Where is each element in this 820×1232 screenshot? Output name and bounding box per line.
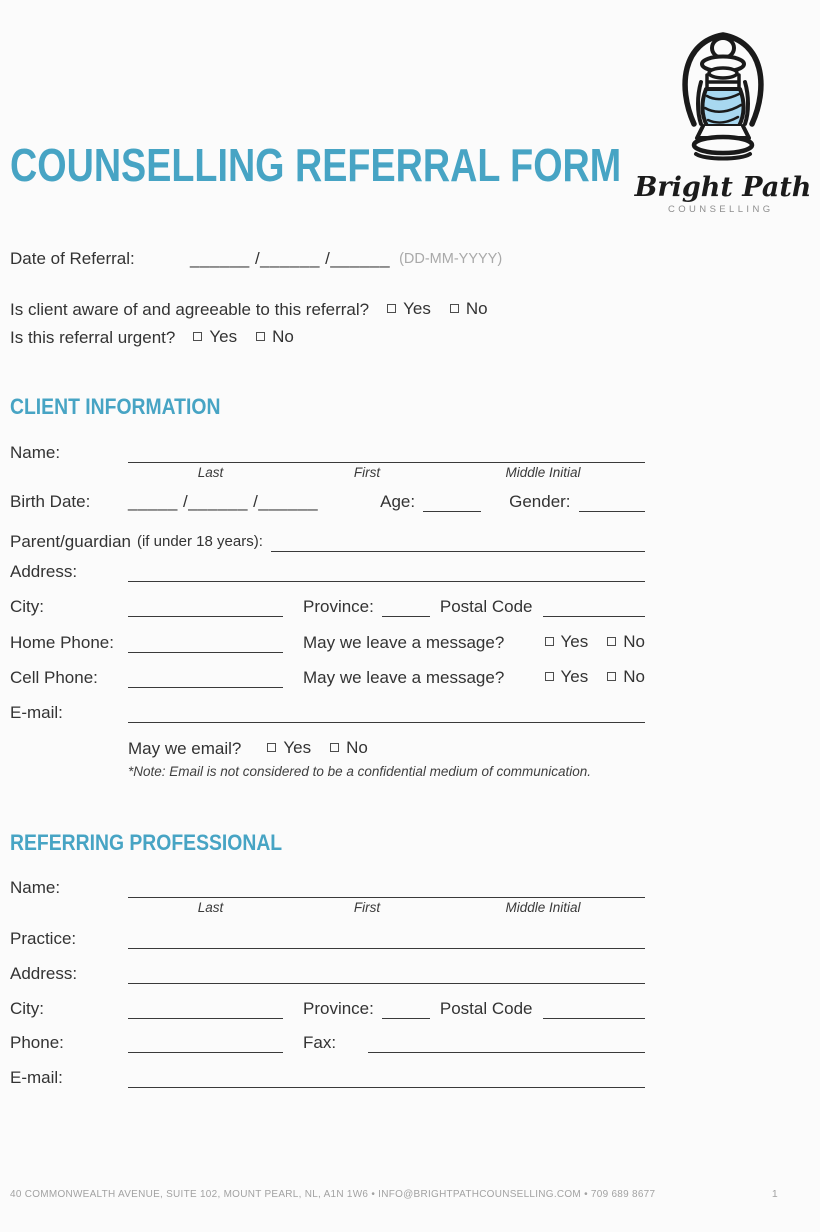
no-label: No — [346, 737, 368, 757]
brand-name: Bright Path — [634, 172, 812, 203]
email-yes-checkbox[interactable] — [267, 743, 276, 752]
fax-label: Fax: — [303, 1033, 337, 1053]
cell-phone-row — [10, 667, 645, 688]
referrer-city-blank[interactable] — [128, 1004, 283, 1019]
cell-message-yes-option[interactable] — [545, 667, 589, 687]
client-province-blank[interactable] — [382, 602, 430, 617]
referrer-phone-label: Phone: — [10, 1033, 64, 1053]
referrer-city-label: City: — [10, 999, 44, 1019]
urgent-question-label: Is this referral urgent? — [10, 327, 176, 347]
referrer-province-blank[interactable] — [382, 1004, 430, 1019]
referrer-province-label: Province: — [303, 999, 374, 1019]
yes-label: Yes — [209, 326, 238, 346]
client-name-blank[interactable] — [128, 448, 645, 463]
home-message-yes-option[interactable] — [545, 632, 589, 652]
no-label: No — [465, 298, 488, 318]
footer-contact-line: 40 COMMONWEALTH AVENUE, SUITE 102, MOUNT PEARL, NL, A1N 1W6 • INFO@BRIGHTPATHCOUNSELLING.COM • 709 689 8677 — [10, 1188, 656, 1200]
no-label: No — [623, 666, 645, 686]
parent-guardian-hint: (if under 18 years): — [136, 532, 263, 550]
referrer-email-label: E-mail: — [10, 1068, 63, 1088]
home-phone-blank[interactable] — [128, 638, 283, 653]
date-format-hint: (DD-MM-YYYY) — [399, 250, 503, 267]
client-postal-blank[interactable] — [543, 602, 646, 617]
aware-yes-checkbox[interactable] — [387, 304, 396, 313]
referrer-address-label: Address: — [10, 964, 78, 984]
referrer-address-blank[interactable] — [128, 969, 645, 984]
client-email-blank[interactable] — [128, 708, 645, 723]
age-blank[interactable] — [423, 497, 481, 512]
urgent-yes-option[interactable] — [193, 327, 237, 347]
birth-date-label: Birth Date: — [10, 491, 91, 511]
client-city-row — [10, 597, 645, 617]
aware-question-label: Is client aware of and agreeable to this referral? — [10, 299, 370, 319]
practice-row — [10, 929, 645, 949]
email-no-checkbox[interactable] — [330, 743, 339, 752]
date-of-referral-row — [10, 249, 645, 269]
practice-label: Practice: — [10, 929, 77, 949]
client-address-blank[interactable] — [128, 567, 645, 582]
client-name-sublabels — [10, 465, 645, 480]
last-name-sublabel: Last — [197, 464, 224, 480]
first-name-sublabel: First — [353, 464, 381, 480]
referrer-postal-label: Postal Code — [439, 999, 533, 1019]
referring-professional-heading: REFERRING PROFESSIONAL — [10, 829, 283, 855]
urgent-question-row — [10, 327, 645, 348]
home-message-question: May we leave a message? — [303, 632, 505, 652]
client-city-label: City: — [10, 596, 44, 616]
client-information-heading: CLIENT INFORMATION — [10, 393, 221, 419]
referrer-email-blank[interactable] — [128, 1073, 645, 1088]
client-email-row — [10, 703, 645, 723]
page-title: COUNSELLING REFERRAL FORM — [10, 139, 622, 191]
yes-label: Yes — [283, 737, 312, 757]
urgent-yes-checkbox[interactable] — [193, 332, 202, 341]
parent-guardian-label: Parent/guardian — [10, 531, 131, 551]
cell-message-no-checkbox[interactable] — [607, 672, 616, 681]
urgent-no-checkbox[interactable] — [256, 332, 265, 341]
page-number: 1 — [771, 1188, 778, 1200]
client-parent-row — [10, 532, 645, 552]
home-phone-label: Home Phone: — [10, 632, 114, 652]
referrer-name-blank[interactable] — [128, 883, 645, 898]
client-province-label: Province: — [303, 596, 374, 616]
client-address-label: Address: — [10, 561, 78, 581]
referrer-name-label: Name: — [10, 878, 61, 898]
home-message-no-option[interactable] — [607, 632, 645, 652]
aware-yes-option[interactable] — [387, 299, 431, 319]
page-footer — [10, 1188, 778, 1200]
parent-guardian-blank[interactable] — [271, 537, 645, 552]
cell-message-question: May we leave a message? — [303, 667, 505, 687]
practice-blank[interactable] — [128, 934, 645, 949]
client-city-blank[interactable] — [128, 602, 283, 617]
aware-no-option[interactable] — [450, 299, 488, 319]
referrer-city-row — [10, 999, 645, 1019]
lantern-icon — [657, 12, 789, 180]
client-birth-row — [10, 492, 645, 512]
yes-label: Yes — [560, 666, 589, 686]
brand-subtitle: COUNSELLING — [668, 204, 774, 216]
yes-label: Yes — [560, 631, 589, 651]
aware-no-checkbox[interactable] — [450, 304, 459, 313]
gender-label: Gender: — [509, 491, 571, 511]
home-message-yes-checkbox[interactable] — [545, 637, 554, 646]
client-name-label: Name: — [10, 442, 61, 462]
no-label: No — [272, 326, 294, 346]
client-email-label: E-mail: — [10, 702, 63, 722]
cell-message-no-option[interactable] — [607, 667, 645, 687]
no-label: No — [623, 631, 645, 651]
last-name-sublabel: Last — [197, 900, 224, 916]
middle-initial-sublabel: Middle Initial — [505, 464, 581, 480]
date-of-referral-blank[interactable]: ______ /______ /______ — [190, 248, 391, 268]
referrer-name-row — [10, 878, 645, 898]
email-no-option[interactable] — [330, 738, 368, 758]
may-we-email-row — [10, 738, 645, 759]
referrer-phone-row — [10, 1033, 645, 1053]
client-name-row — [10, 443, 645, 463]
cell-message-yes-checkbox[interactable] — [545, 672, 554, 681]
cell-phone-label: Cell Phone: — [10, 667, 98, 687]
cell-phone-blank[interactable] — [128, 673, 283, 688]
email-note-row — [10, 762, 645, 782]
middle-initial-sublabel: Middle Initial — [505, 900, 581, 916]
client-postal-label: Postal Code — [439, 596, 533, 616]
referrer-address-row — [10, 964, 645, 984]
home-message-no-checkbox[interactable] — [607, 637, 616, 646]
age-label: Age: — [380, 491, 416, 511]
home-phone-row — [10, 632, 645, 653]
yes-label: Yes — [403, 298, 431, 318]
referrer-postal-blank[interactable] — [543, 1004, 646, 1019]
birth-date-blank[interactable]: _____ /______ /______ — [128, 491, 319, 511]
email-yes-option[interactable] — [267, 738, 311, 758]
date-of-referral-label: Date of Referral: — [10, 248, 135, 268]
aware-question-row — [10, 299, 645, 320]
email-confidentiality-note: *Note: Email is not considered to be a confidential medium of communication. — [128, 763, 591, 779]
client-address-row — [10, 562, 645, 582]
email-question-label: May we email? — [128, 738, 242, 758]
gender-blank[interactable] — [579, 497, 645, 512]
fax-blank[interactable] — [368, 1038, 645, 1053]
referrer-phone-blank[interactable] — [128, 1038, 283, 1053]
referrer-name-sublabels — [10, 900, 645, 915]
first-name-sublabel: First — [353, 900, 381, 916]
referrer-email-row — [10, 1068, 645, 1088]
urgent-no-option[interactable] — [256, 327, 294, 347]
